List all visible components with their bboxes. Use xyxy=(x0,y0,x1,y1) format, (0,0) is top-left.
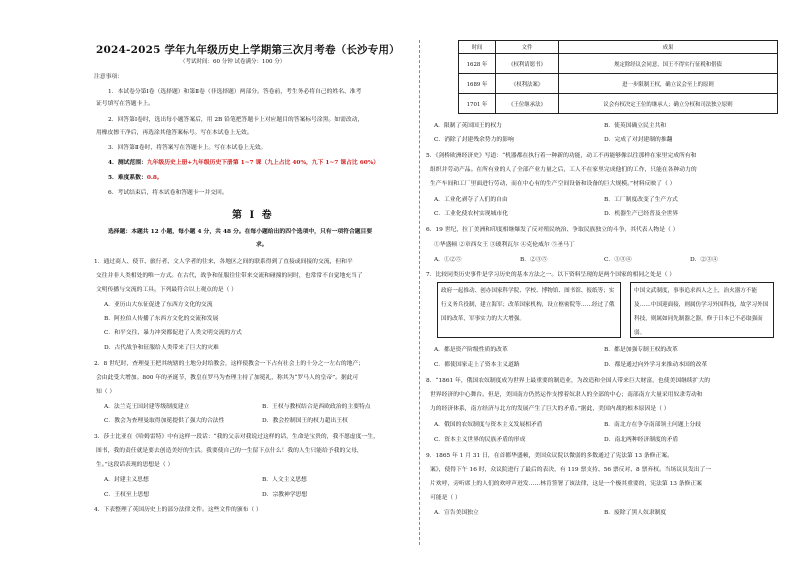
q7-option-c: C．都使国家走上了资本主义道路 xyxy=(434,362,520,368)
q2-stem-a: 2．8 世纪时，查理曼王把其统辖的土地分封给教会，这样使教会一下占有社会上的十分之一左右的地产； xyxy=(94,361,365,367)
q2-stem-b: 会由此受大增加。800 年的圣诞节，教皇在罗马为查理主持了加冕礼，称其为“罗马人的皇帝”。据此可 xyxy=(96,375,359,381)
note-1b: 证号填写在答题卡上。 xyxy=(96,101,154,107)
table-header-document: 文件 xyxy=(496,41,559,54)
q5-option-b: B．工厂制度改变了生产方式 xyxy=(604,197,678,203)
q7-option-d: D．都是通过向外学习来推动本国的改革 xyxy=(604,362,708,368)
note-5-value: 0.8。 xyxy=(146,175,163,181)
q6-stem: 6．19 世纪，拉丁美洲和印度相继爆发了反对殖民统治、争取民族独立的斗争，其代表人物是（ ） xyxy=(426,227,679,233)
q5-stem-b: 组织并劳动产品。在所有业的人了全部产业力量之后，工人不在家里完成他们的工作，只能在各种动力的 xyxy=(430,167,697,173)
q4-option-d: D．完成了对封建制的推翻 xyxy=(604,137,673,143)
table-cell: 1689 年 xyxy=(459,74,496,94)
q3-option-a: A．封建主义思想 xyxy=(104,477,149,483)
q5-stem-a: 5．《剑桥欧洲经济史》写道：“机器都在执行着一种新的功能，动工不再能够像以往那样在家里完成所有和 xyxy=(426,153,697,159)
table-cell: 《权利法案》 xyxy=(496,74,559,94)
q8-option-d: D．南北两种经济制度的矛盾 xyxy=(604,437,679,443)
instructions-b: 求。 xyxy=(256,242,268,248)
q7-material-right: 中国文武制度，事事追求西人之上，治火器方不能及……中国迎面接，则属仿学习外国科技，故学习外国科技，则属如同先制器之器，修于日本已不必取强而弱。 xyxy=(630,282,774,338)
q8-option-a: A．俄国的农奴制度与资本主义发展相矛盾 xyxy=(434,422,543,428)
table-cell: 《王位继承法》 xyxy=(496,94,559,114)
table-cell: 《权利请愿书》 xyxy=(496,54,559,74)
q6-option-c: C．①③④ xyxy=(604,257,632,263)
q3-option-b: B．人文主义思想 xyxy=(262,477,307,483)
q7-material-left: 政府一起推动、创办国家科学院、学校、博物馆、图书馆、报纸等；实行义务兵役制，建立海军；改革国家机构，设立枢密院等……经过了俄国的改革，军事实力的大大增强。 xyxy=(437,282,621,338)
note-3: 3．回答第Ⅱ卷时，将答案写在答题卡上。写在本试卷上无效。 xyxy=(108,145,267,151)
q8-option-c: C．资本主义世界的民族矛盾的形成 xyxy=(434,437,526,443)
q1-option-a: A．亚历山大东征促进了东西方文化的交流 xyxy=(104,302,213,308)
q3-stem-c: 生。”这段话表现的思想是（ ） xyxy=(96,462,174,468)
q1-option-b: B．阿拉伯人传播了东西方文化的交流和发展 xyxy=(104,316,219,322)
q1-stem-b: 交往并非人类相处的唯一方式。在古代，战争和征服往往带来交流和碰撞的同时，也常常不自觉地充当了 xyxy=(96,273,363,279)
notes-heading: 注意事项： xyxy=(94,74,123,80)
table-cell: 1701 年 xyxy=(459,94,496,114)
q6-choices: ①华盛顿 ②章西女王 ③玻利瓦尔 ④克伦威尔 ⑤圣马丁 xyxy=(434,242,575,248)
note-2b: 用橡皮擦干净后，再选涂其他答案标号。写在本试卷上无效。 xyxy=(96,130,253,136)
q5-stem-c: 生产车间和工厂里面进行劳动，而在中心有的生产空间设备和设备的巨大规模。”材料反映了（ ） xyxy=(430,181,676,187)
q7-option-a: A．都是资产阶级性质的改革 xyxy=(434,347,508,353)
q6-option-b: B．②③⑤ xyxy=(520,257,548,263)
table-row xyxy=(459,74,778,94)
instructions-a: 选择题：本题共 12 小题，每小题 4 分，共 48 分。在每小题给出的四个选项中，只有一项符合题目要 xyxy=(108,229,373,235)
table-header-row xyxy=(459,41,778,54)
note-1a: 1．本试卷分第Ⅰ卷（选择题）和第Ⅱ卷（非选择题）两部分。答卷前，考生务必将自己的姓名、准考 xyxy=(108,89,362,95)
note-4-range: 九年级历史上册+九年级历史下册第 1~7 课（九上占比 40%，九下 1~7 课占比 60%） xyxy=(146,160,380,166)
q2-option-a: A．法兰克王国封建等级制度建立 xyxy=(104,404,190,410)
q1-option-c: C．和平交往、暴力冲突都促进了人类文明交流的方式 xyxy=(104,330,242,336)
q2-stem-c: 知（ ） xyxy=(96,389,116,395)
table-cell: 规定除经议会同意，国王不得实行征税和借债 xyxy=(559,54,778,74)
table-cell: 议会有权决定王位的继承人；确立分权和司法独立原则 xyxy=(559,94,778,114)
q5-option-d: D．机器生产已经普及全世界 xyxy=(604,211,679,217)
note-4-prefix: 4．测试范围： xyxy=(108,160,147,166)
q9-stem-a: 9．1865 年 1 月 31 日，在首都华盛顿，美国众议院以微弱的多数通过了宪法第 13 条修正案。 xyxy=(426,453,673,459)
q9-stem-c: 片欢呼，旁听席上的人们的欢呼声迸发……林肯签署了该法律，这是一个极其重要的，宪法第 13 条修正案 xyxy=(430,481,702,487)
q8-stem-c: 力的经济体系，南方经济与北方的发展产生了巨大的矛盾。”据此，美国内战的根本原因是（ ） xyxy=(430,406,670,412)
q5-option-c: C．工业化使农村实现城市化 xyxy=(434,211,508,217)
q5-option-a: A．工业化剥夺了人们的自由 xyxy=(434,197,508,203)
q7-stem: 7．比较同类历史事件是学习历史的基本方法之一。以下资料呈现的是两个国家的相同之处是（ ） xyxy=(426,272,676,278)
q6-option-d: D．②③④ xyxy=(690,257,718,263)
section-heading: 第 Ⅰ 卷 xyxy=(232,210,274,221)
exam-title: 2024-2025 学年九年级历史上学期第三次月考卷（长沙专用） xyxy=(96,44,400,56)
q3-stem-b: 图书，我的责任就是要去创造美好的生活。我要使自己的一生留下点什么！我的人生只能给予我的父母， xyxy=(96,448,363,454)
q4-option-c: C．消除了封建残余势力的影响 xyxy=(434,137,514,143)
q4-option-a: A．限制了英国国王的权力 xyxy=(434,123,502,129)
note-2a: 2．回答第Ⅰ卷时，选出每小题答案后，用 2B 铅笔把答题卡上对应题目的答案标号涂黑。如需改动， xyxy=(108,117,364,123)
table-header-time: 时间 xyxy=(459,41,496,54)
q1-stem-a: 1．通过商人、使节、旅行者、文人学者的往来，各地区之间的联系得到了直接或间接的交流，但和平 xyxy=(94,259,353,265)
q8-option-b: B．南北方在争夺南部领土问题上分歧 xyxy=(604,422,702,428)
table-header-result: 成果 xyxy=(559,41,778,54)
q2-option-c: C．教会为查理曼取得加冕提供了强大的合法性 xyxy=(104,418,225,424)
note-5-prefix: 5．难度系数： xyxy=(108,175,147,181)
table-cell: 进一步限制王权，确立议会至上的原则 xyxy=(559,74,778,94)
q3-option-d: D．宗教神学思想 xyxy=(262,492,308,498)
q1-option-d: D．古代战争和征服给人类带来了巨大的灾难 xyxy=(104,345,219,351)
q2-option-b: B．王权与教权结合是西欧政治的主要特点 xyxy=(262,404,371,410)
q9-option-a: A．宣告美国独立 xyxy=(434,510,479,516)
column-divider xyxy=(419,40,420,545)
q9-option-b: B．废除了黑人奴隶制度 xyxy=(604,510,667,516)
q8-stem-a: 8．“1861 年，俄国农奴制度成为世界上最重要的制造业，为改造和全国人带来巨大财富，也使美国继续扩大的 xyxy=(426,378,711,384)
q8-stem-b: 世界经济的中心舞台。但是，美国南方仍然运作支撑着奴隶人的全部的中心；南部南方大量采用奴隶劳动和 xyxy=(430,392,703,398)
note-6: 6．考试结束后，将本试卷和答题卡一并交回。 xyxy=(108,190,228,196)
laws-table xyxy=(458,40,778,114)
q4-option-b: B．使英国确立民主共和 xyxy=(604,123,667,129)
table-cell: 1628 年 xyxy=(459,54,496,74)
q7-option-b: B．都是加强专制王权的改革 xyxy=(604,347,678,353)
q9-stem-b: 案》，使得下午 16 时，众议院进行了最后的表决，有 119 票支持、56 票反对、8 票弃权。当场议员发出了一 xyxy=(430,467,712,473)
note-5 xyxy=(108,174,163,182)
q3-stem-a: 3．莎士比亚在《哈姆雷特》中有这样一段话：“我的父亲对我说过这样的话，生命是宝贵的，我不愿虚度一生， xyxy=(94,434,379,440)
table-row xyxy=(459,94,778,114)
q4-stem: 4．下表整理了英国历史上的部分法律文件。这些文件的颁布（ ） xyxy=(94,507,262,513)
q1-stem-c: 文明传播与交流的工具。下列最符合以上观点的是（ ） xyxy=(96,287,237,293)
q6-option-a: A．①②⑤ xyxy=(434,257,462,263)
exam-subtitle: （考试时间：60 分钟 试卷满分：100 分） xyxy=(180,59,286,65)
table-row xyxy=(459,54,778,74)
q3-option-c: C．王权至上思想 xyxy=(104,492,150,498)
note-4 xyxy=(108,159,379,167)
q2-option-d: D．教会控制国王的权力超出王权 xyxy=(262,418,348,424)
q9-stem-d: 可能是（ ） xyxy=(430,495,461,501)
